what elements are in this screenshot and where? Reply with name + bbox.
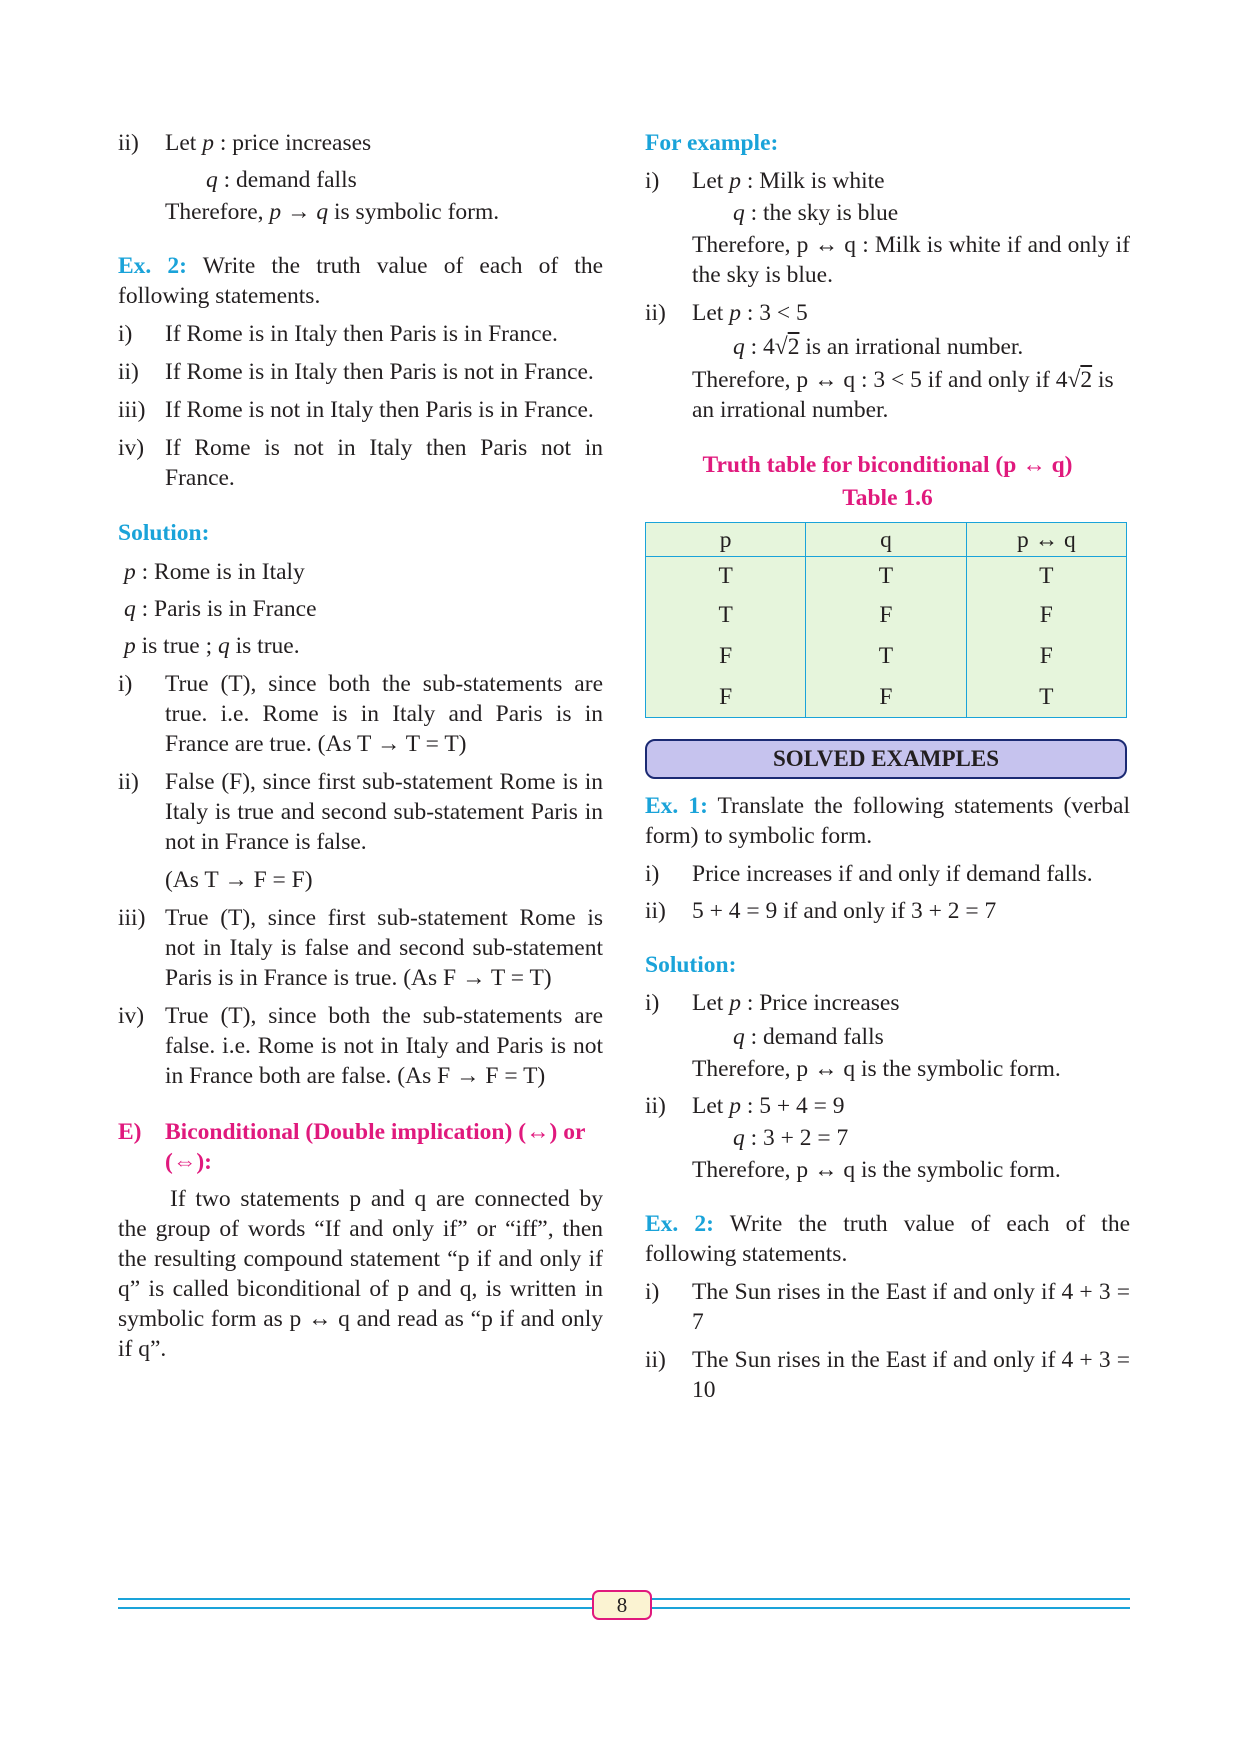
table-cell: F: [966, 594, 1126, 635]
solution-q-line: q : Paris is in France: [124, 596, 317, 622]
table-header-row: [646, 523, 1127, 557]
table-title: Truth table for biconditional (p ↔ q): [702, 452, 1073, 478]
sol-i-therefore: Therefore, p ↔ q is the symbolic form.: [692, 1056, 1061, 1082]
ex2-statement: Ex. 2: Write the truth value of each of the following statements.: [645, 1211, 1131, 1267]
ex1-list: [645, 859, 1130, 926]
solution-list: [118, 669, 603, 1091]
list-item: (As T → F = F): [165, 867, 313, 893]
example-ii-block: [118, 128, 603, 158]
list-item: i) True (T), since both the sub-statements are true. i.e. Rome is in Italy and Paris is in France are true. (As T → T = T): [118, 671, 603, 757]
page-footer: [118, 1590, 1130, 1620]
solved-examples-banner: SOLVED EXAMPLES: [645, 739, 1127, 779]
list-item: ii) False (F), since first sub-statement Rome is in Italy is true and second sub-statement Paris in not in France is false.: [118, 769, 603, 855]
table-cell: T: [646, 557, 806, 595]
left-column: [118, 128, 603, 1364]
ex2-statement: Ex. 2: Write the truth value of each of the following statements.: [118, 253, 604, 309]
list-item: i) If Rome is in Italy then Paris is in France.: [118, 321, 558, 347]
solution-p-line: p : Rome is in Italy: [124, 559, 305, 585]
solution-truth-line: p is true ; q is true.: [124, 633, 300, 659]
for-example-heading: For example:: [645, 130, 779, 156]
list-item: ii) If Rome is in Italy then Paris is not in France.: [118, 359, 594, 385]
list-item: iii) True (T), since first sub-statement Rome is not in Italy is false and second sub-statement Paris is in France is true. (As F → T = T): [118, 905, 603, 991]
list-item: iii) If Rome is not in Italy then Paris is in France.: [118, 397, 594, 423]
table-row: [646, 557, 1127, 595]
table-header-cell: p ↔ q: [966, 523, 1126, 557]
fe-i-q-line: q : the sky is blue: [733, 200, 899, 226]
sol-i-q-line: q : demand falls: [733, 1024, 884, 1050]
let-q-line: q : demand falls: [206, 167, 357, 193]
solution-heading: Solution:: [118, 520, 210, 546]
right-column: [645, 128, 1130, 1405]
page-number: 8: [592, 1590, 652, 1620]
list-item: iv) If Rome is not in Italy then Paris not in France.: [118, 435, 603, 491]
table-cell: T: [646, 594, 806, 635]
table-cell: F: [966, 635, 1126, 676]
table-row: [646, 635, 1127, 676]
solution-heading: Solution:: [645, 952, 737, 978]
list-item: i) The Sun rises in the East if and only if 4 + 3 = 7: [645, 1279, 1130, 1335]
table-cell: T: [966, 676, 1126, 718]
truth-table: [645, 522, 1127, 718]
table-cell: T: [966, 557, 1126, 595]
section-e-heading: E) Biconditional (Double implication) (↔) or (⇔):: [118, 1119, 585, 1175]
table-cell: F: [806, 676, 966, 718]
sol-i-block: i) Let p : Price increases: [645, 990, 900, 1016]
list-item: ii) 5 + 4 = 9 if and only if 3 + 2 = 7: [645, 898, 997, 924]
table-header-cell: q: [806, 523, 966, 557]
table-cell: T: [806, 635, 966, 676]
sol-ii-q-line: q : 3 + 2 = 7: [733, 1125, 849, 1151]
fe-i-block: i) Let p : Milk is white: [645, 168, 885, 194]
table-row: [646, 594, 1127, 635]
fe-ii-block: ii) Let p : 3 < 5: [645, 300, 808, 326]
list-item: ii) The Sun rises in the East if and only if 4 + 3 = 10: [645, 1347, 1130, 1403]
fe-i-therefore: Therefore, p ↔ q : Milk is white if and only if the sky is blue.: [692, 232, 1130, 288]
sol-ii-therefore: Therefore, p ↔ q is the symbolic form.: [692, 1157, 1061, 1183]
fe-ii-therefore: Therefore, p ↔ q : 3 < 5 if and only if 4√2 is an irrational number.: [692, 367, 1114, 423]
table-cell: F: [646, 676, 806, 718]
biconditional-paragraph: If two statements p and q are connected by the group of words “If and only if” or “iff”, then the resulting compound statement “p if and only if q” is called biconditional of p and q, is written in symbolic form as p ↔ q and read as “p if and only if q”.: [118, 1186, 603, 1362]
therefore-line: Therefore, p → q is symbolic form.: [165, 199, 500, 225]
fe-ii-q-line: q : 4√2 is an irrational number.: [733, 334, 1024, 360]
let-p-line: Let p : price increases: [165, 130, 372, 156]
ex1-statement: Ex. 1: Translate the following statements (verbal form) to symbolic form.: [645, 793, 1131, 849]
sol-ii-block: ii) Let p : 5 + 4 = 9: [645, 1093, 845, 1119]
item-number: ii): [118, 130, 139, 156]
list-item: iv) True (T), since both the sub-statements are false. i.e. Rome is not in Italy and Paris is not in France both are false. (As F → F = T): [118, 1003, 603, 1089]
table-row: [646, 676, 1127, 718]
list-item: i) Price increases if and only if demand falls.: [645, 861, 1093, 887]
ex2-list: [645, 1277, 1130, 1405]
table-label: Table 1.6: [842, 485, 933, 511]
table-cell: T: [806, 557, 966, 595]
table-header-cell: p: [646, 523, 806, 557]
ex2-list: [118, 319, 603, 493]
table-cell: F: [806, 594, 966, 635]
table-cell: F: [646, 635, 806, 676]
